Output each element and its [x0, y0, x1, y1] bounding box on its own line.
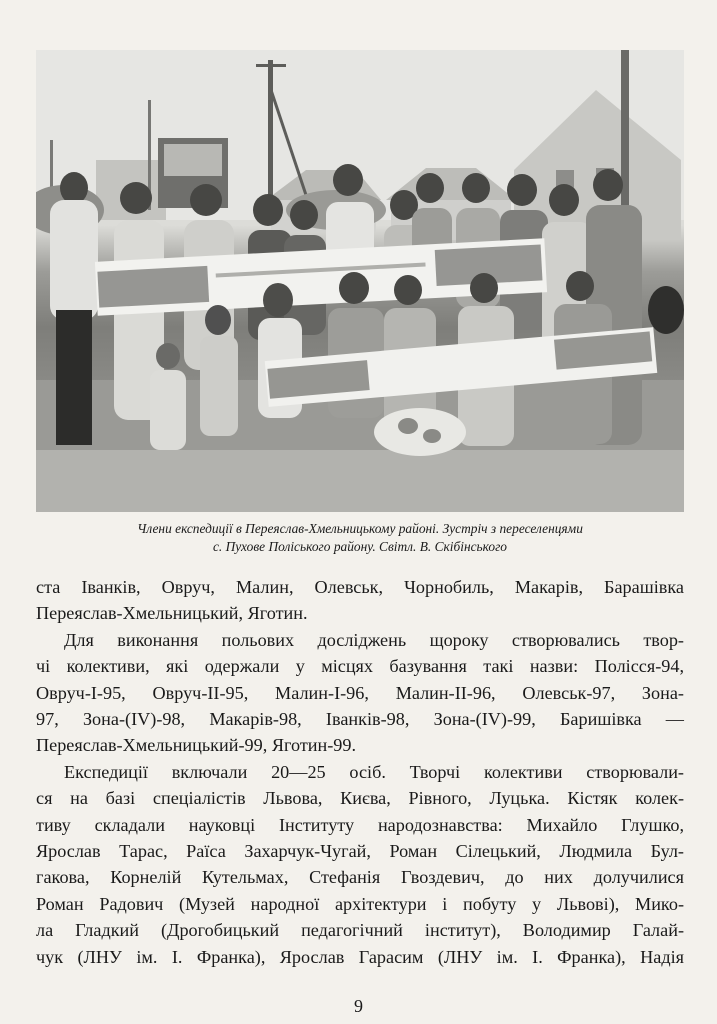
group-photo	[36, 50, 684, 512]
text-line: Роман Радович (Музей народної архітектури і побуту у Львові), Мико-	[36, 893, 684, 914]
caption-line: с. Пухове Поліського району. Світл. В. Скібінського	[212, 539, 507, 554]
text-line: чук (ЛНУ ім. І. Франка), Ярослав Гарасим (ЛНУ ім. І. Франка), Надія	[36, 946, 684, 967]
paragraph	[36, 759, 684, 970]
text-line: Експедиції включали 20—25 осіб. Творчі колективи створювали-	[64, 761, 684, 782]
text-line: Ярослав Тарас, Раїса Захарчук-Чугай, Роман Сілецький, Людмила Бул-	[36, 841, 684, 862]
text-line: гакова, Корнелій Кутельмах, Стефанія Гвоздевич, до них долучилися	[36, 867, 684, 888]
text-line: Переяслав-Хмельницький-99, Яготин-99.	[36, 735, 357, 756]
text-line: чі колективи, які одержали у місцях базування такі назви: Полісся-94,	[36, 656, 684, 677]
text-line: Переяслав-Хмельницький, Яготин.	[36, 603, 308, 624]
paragraph	[36, 627, 684, 759]
body-text	[36, 574, 684, 970]
figure-caption	[36, 520, 684, 556]
text-line: ла Гладкий (Дрогобицький педагогічний інститут), Володимир Галай-	[36, 920, 684, 941]
text-line: Овруч-І-95, Овруч-ІІ-95, Малин-І-96, Малин-ІІ-96, Олевськ-97, Зона-	[36, 682, 684, 703]
text-line: ста Іванків, Овруч, Малин, Олевськ, Чорнобиль, Макарів, Барашівка	[36, 577, 684, 597]
text-line: ся на базі спеціалістів Львова, Києва, Рівного, Луцька. Кістяк колек-	[36, 788, 684, 809]
paragraph	[36, 574, 684, 627]
page-number: 9	[354, 996, 363, 1016]
text-line: тиву складали науковці Інституту народознавства: Михайло Глушко,	[36, 814, 684, 835]
group-photo-illustration	[36, 50, 684, 512]
caption-line: Члени експедиції в Переяслав-Хмельницькому районі. Зустріч з переселенцями	[137, 521, 583, 536]
text-line: 97, Зона-(IV)-98, Макарів-98, Іванків-98, Зона-(IV)-99, Баришівка —	[36, 709, 684, 730]
text-line: Для виконання польових досліджень щороку створювались твор-	[64, 629, 684, 650]
